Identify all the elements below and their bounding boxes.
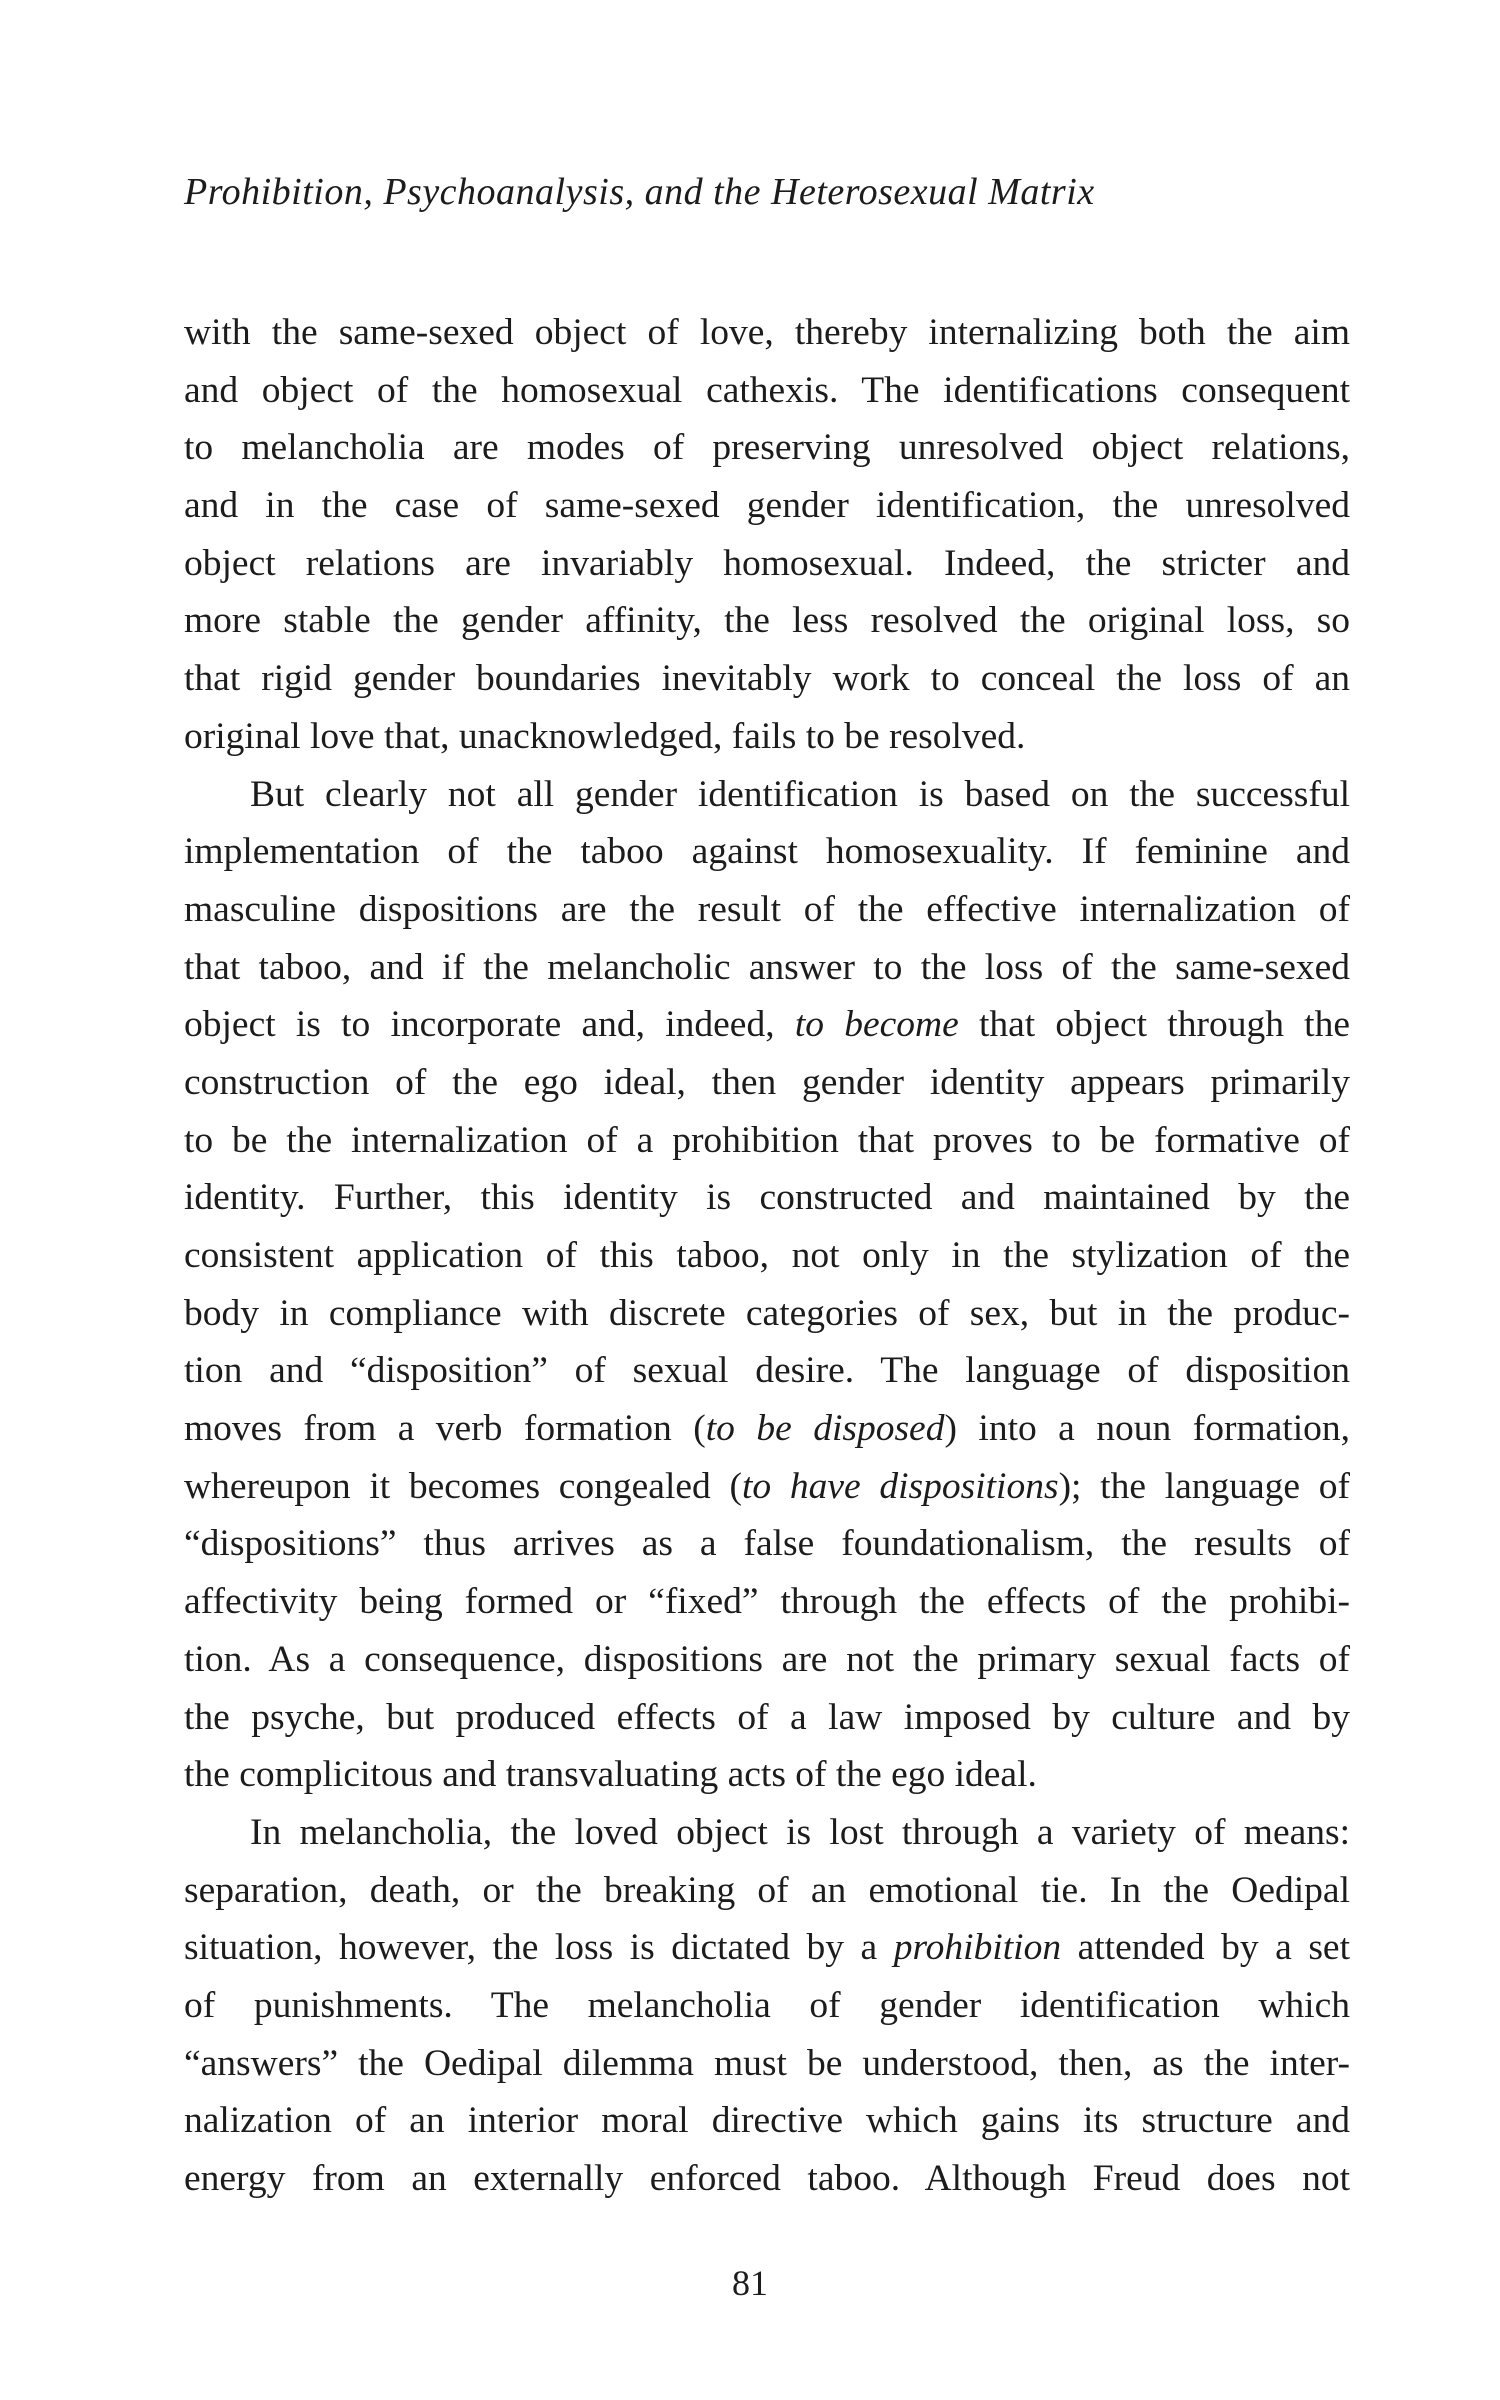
text-segment: more stable the gender affinity, the less resolved the original loss, so [184, 600, 1350, 642]
text-segment: attended by a set [1061, 1927, 1350, 1969]
text-segment: the psyche, but produced effects of a law imposed by culture and by [184, 1696, 1350, 1738]
text-segment: with the same-sexed object of love, thereby internalizing both the aim [184, 312, 1350, 353]
text-segment: ) into a noun formation, [944, 1408, 1350, 1450]
text-segment: In melancholia, the loved object is lost through a variety of means: [250, 1811, 1350, 1853]
text-segment: nalization of an interior moral directive which gains its structure and [184, 2100, 1350, 2142]
text-segment: of punishments. The melancholia of gender identification which [184, 1984, 1350, 2026]
text-segment: object is to incorporate and, indeed, [184, 1004, 795, 1046]
text-segment: whereupon it becomes congealed ( [184, 1465, 742, 1507]
text-segment: masculine dispositions are the result of the effective internalization of [184, 888, 1350, 930]
text-line [184, 1458, 1350, 1516]
text-line [184, 1400, 1350, 1458]
text-segment: to melancholia are modes of preserving unresolved object relations, [184, 427, 1350, 469]
text-segment: separation, death, or the breaking of an emotional tie. In the Oedipal [184, 1869, 1350, 1911]
paragraph [184, 766, 1350, 1804]
text-segment: and in the case of same-sexed gender identification, the unresolved [184, 485, 1350, 527]
text-segment: to be the internalization of a prohibition that proves to be formative of [184, 1119, 1350, 1161]
text-line [184, 592, 1350, 650]
text-line [184, 1977, 1350, 2035]
text-segment: energy from an externally enforced taboo. Although Freud does not [184, 2158, 1350, 2199]
text-segment: identity. Further, this identity is constructed and maintained by the [184, 1177, 1350, 1219]
paragraph [184, 1804, 1350, 2208]
text-line [184, 1112, 1350, 1170]
text-segment: consistent application of this taboo, not only in the stylization of the [184, 1235, 1350, 1276]
text-line [184, 1342, 1350, 1400]
text-line [184, 939, 1350, 997]
text-segment: tion and “disposition” of sexual desire. The language of disposition [184, 1350, 1350, 1392]
page-number: 81 [732, 2263, 768, 2303]
text-segment: tion. As a consequence, dispositions are not the primary sexual facts of [184, 1638, 1350, 1680]
text-segment: But clearly not all gender identification is based on the successful [250, 773, 1350, 815]
text-line [184, 823, 1350, 881]
text-segment: object relations are invariably homosexual. Indeed, the stricter and [184, 542, 1350, 584]
text-line [184, 1862, 1350, 1920]
text-line [184, 362, 1350, 420]
text-segment: “answers” the Oedipal dilemma must be understood, then, as the inter- [184, 2042, 1350, 2084]
text-segment: that rigid gender boundaries inevitably work to conceal the loss of an [184, 658, 1350, 700]
italic-text: prohibition [893, 1927, 1062, 1969]
text-line [184, 766, 1350, 824]
italic-text: to be disposed [705, 1408, 945, 1450]
italic-text: to have dispositions [741, 1465, 1059, 1507]
text-segment: the complicitous and transvaluating acts of the ego ideal. [184, 1754, 1037, 1796]
paragraph [184, 304, 1350, 766]
text-line [184, 535, 1350, 593]
text-segment: construction of the ego ideal, then gender identity appears primarily [184, 1061, 1350, 1103]
text-line [184, 650, 1350, 708]
text-segment: body in compliance with discrete categories of sex, but in the produc- [184, 1292, 1350, 1334]
body-text [184, 304, 1350, 2208]
text-line [184, 477, 1350, 535]
text-line [184, 881, 1350, 939]
text-segment: that object through the [958, 1004, 1350, 1046]
text-line [184, 708, 1350, 766]
text-segment: ); the language of [1058, 1465, 1351, 1507]
text-segment: situation, however, the loss is dictated by a [184, 1927, 894, 1969]
text-line [184, 1689, 1350, 1747]
text-line [184, 1285, 1350, 1343]
text-segment: affectivity being formed or “fixed” through the effects of the prohibi- [184, 1581, 1350, 1623]
text-segment: “dispositions” thus arrives as a false foundationalism, the results of [184, 1523, 1350, 1565]
text-segment: and object of the homosexual cathexis. The identifications consequent [184, 369, 1350, 411]
italic-text: to become [794, 1004, 959, 1046]
text-line [184, 1054, 1350, 1112]
text-line [184, 2092, 1350, 2150]
text-line [184, 304, 1350, 362]
text-line [184, 1169, 1350, 1227]
text-line [184, 2035, 1350, 2093]
running-head: Prohibition, Psychoanalysis, and the Heterosexual Matrix [184, 171, 1095, 213]
text-line [184, 1746, 1350, 1804]
text-line [184, 996, 1350, 1054]
text-line [184, 1573, 1350, 1631]
text-segment: moves from a verb formation ( [184, 1408, 706, 1450]
text-line [184, 1631, 1350, 1689]
text-line [184, 1804, 1350, 1862]
text-line [184, 419, 1350, 477]
text-segment: original love that, unacknowledged, fails to be resolved. [184, 715, 1026, 757]
text-line [184, 1515, 1350, 1573]
text-segment: implementation of the taboo against homosexuality. If feminine and [184, 831, 1350, 873]
text-segment: that taboo, and if the melancholic answer to the loss of the same-sexed [184, 946, 1350, 988]
text-line [184, 1919, 1350, 1977]
text-line [184, 1227, 1350, 1285]
text-line [184, 2150, 1350, 2208]
